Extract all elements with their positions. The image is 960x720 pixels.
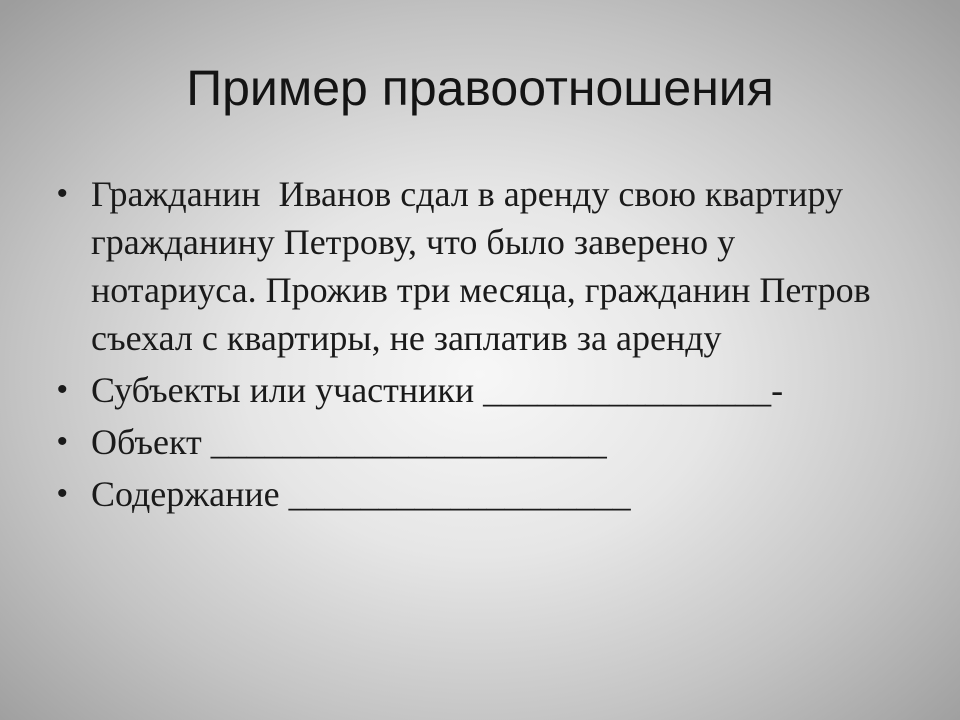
bullet-item-subjects: [57, 366, 887, 414]
case-description-text: Гражданин Иванов сдал в аренду свою квартиру гражданину Петрову, что было заверено у нотариуса. Прожив три месяца, гражданин Петров съехал с квартиры, не заплатив за аренду: [91, 174, 880, 358]
bullet-list: [57, 170, 887, 522]
bullet-item-object: [57, 418, 887, 466]
bullet-item-case: [57, 170, 887, 362]
slide-title: Пример правоотношения: [186, 60, 774, 116]
content-text: Содержание ___________________: [91, 474, 631, 514]
bullet-item-content: [57, 470, 887, 518]
bullet-marker: •: [57, 177, 68, 210]
bullet-marker: •: [57, 477, 68, 510]
bullet-marker: •: [57, 373, 68, 406]
bullet-marker: •: [57, 425, 68, 458]
subjects-text: Субъекты или участники ________________-: [91, 370, 784, 410]
object-text: Объект ______________________: [91, 422, 607, 462]
